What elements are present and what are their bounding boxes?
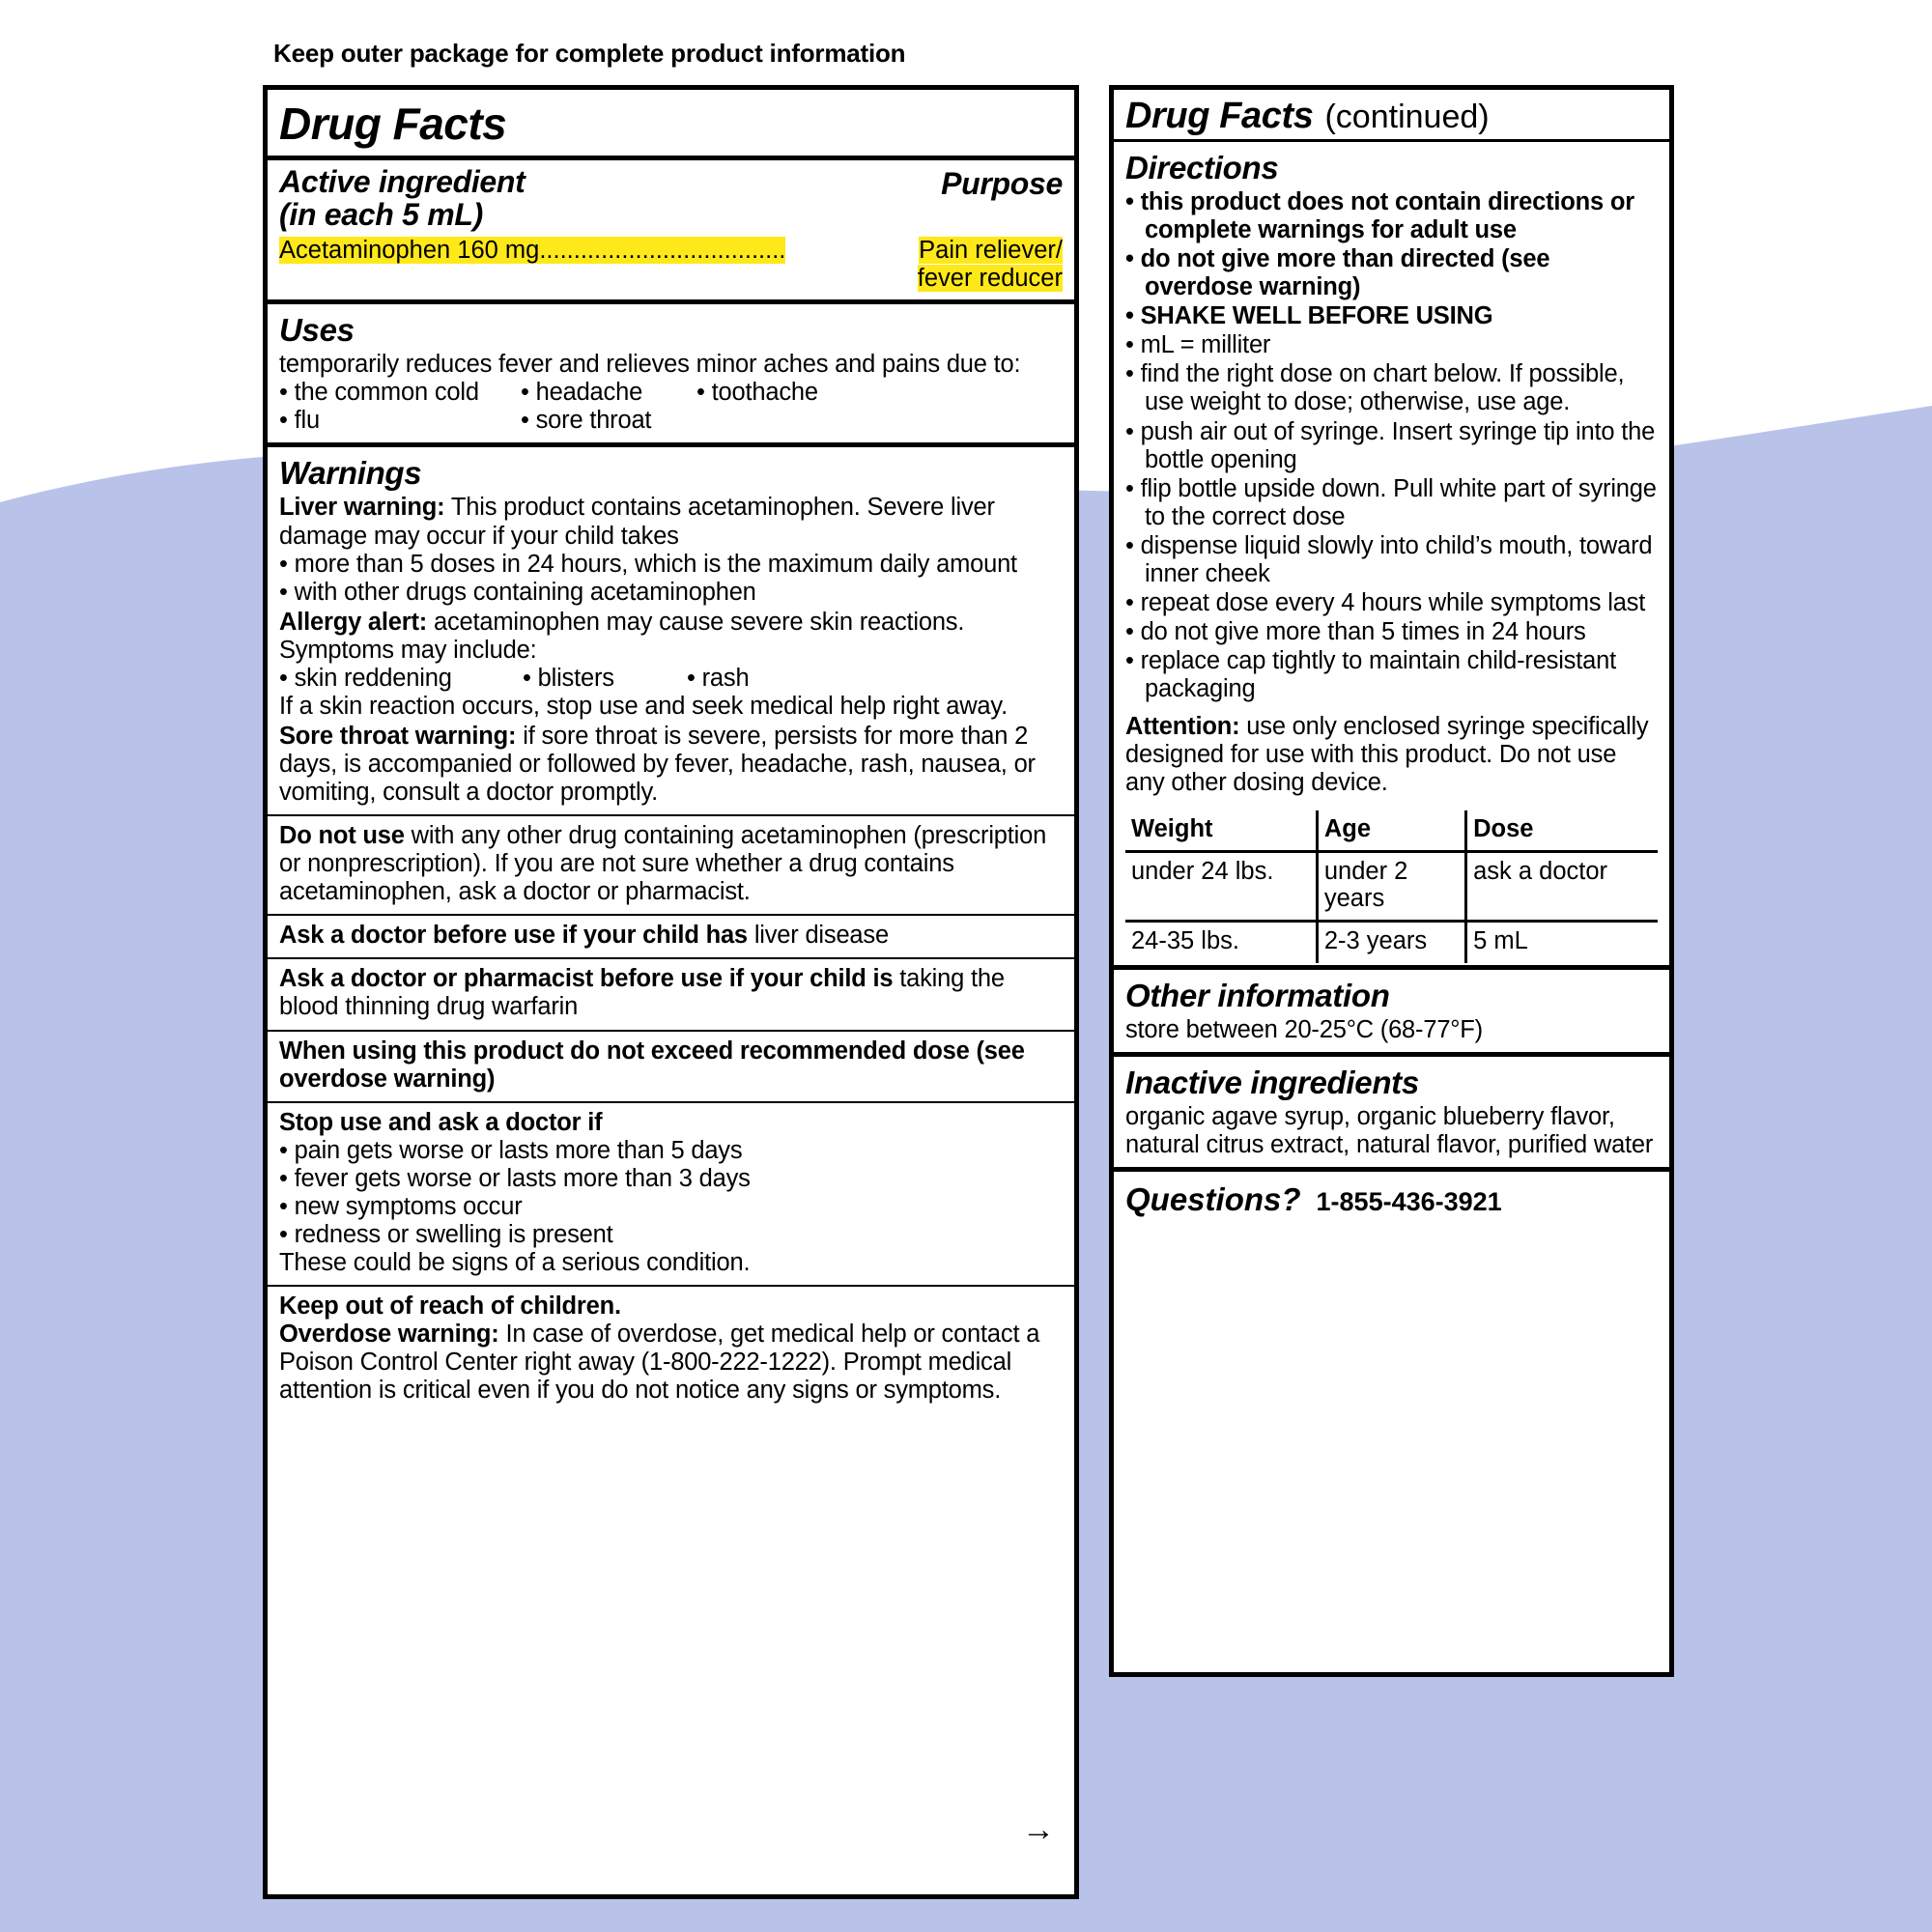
directions-item: • mL = milliter: [1125, 331, 1271, 359]
drug-facts-panel-left: [263, 85, 1079, 1899]
questions-section: [1114, 1172, 1669, 1226]
inactive-ingredients-heading: Inactive ingredients: [1125, 1064, 1419, 1100]
attention-label: Attention:: [1125, 713, 1240, 741]
stop-use-section: [268, 1103, 1074, 1287]
do-not-use-label: Do not use: [279, 822, 405, 850]
liver-warning-text: This product contains acetaminophen. Severe liver damage may occur if your child takes: [279, 494, 995, 550]
ask-pharmacist-text: taking the blood thinning drug warfarin: [279, 965, 1005, 1021]
drug-facts-continued-title-section: [1114, 90, 1669, 142]
sore-throat-label: Sore throat warning:: [279, 722, 517, 750]
directions-item: • flip bottle upside down. Pull white part of syringe to the correct dose: [1125, 474, 1657, 530]
directions-heading: Directions: [1125, 150, 1279, 185]
ask-doctor-section: [268, 916, 1074, 959]
table-row: [1125, 852, 1658, 922]
uses-item: • the common cold: [279, 379, 479, 407]
column-header-age: Age: [1317, 810, 1465, 852]
uses-item: • flu: [279, 407, 320, 435]
ask-doctor-text: liver disease: [753, 922, 889, 950]
liver-warning-label: Liver warning:: [279, 494, 445, 522]
allergy-alert: [279, 609, 1063, 721]
allergy-alert-label: Allergy alert:: [279, 608, 428, 636]
directions-item: • repeat dose every 4 hours while symptoms last: [1125, 588, 1646, 616]
column-header-weight: Weight: [1131, 815, 1213, 843]
questions-label: Questions?: [1125, 1180, 1301, 1217]
questions-phone-number[interactable]: 1-855-436-3921: [1316, 1186, 1502, 1216]
drug-facts-panel-right: [1109, 85, 1674, 1677]
sore-throat-text: if sore throat is severe, persists for more than 2 days, is accompanied or followed by fever, headache, rash, nausea, or vomiting, consult a doctor promptly.: [279, 722, 1036, 807]
liver-warning-bullet: • more than 5 doses in 24 hours, which is the maximum daily amount: [279, 550, 1017, 578]
allergy-alert-followup: If a skin reaction occurs, stop use and seek medical help right away.: [279, 692, 1008, 720]
ask-doctor-pharmacist-section: [268, 959, 1074, 1031]
uses-intro: temporarily reduces fever and relieves minor aches and pains due to:: [279, 351, 1021, 379]
directions-item: • dispense liquid slowly into child’s mouth, toward inner cheek: [1125, 531, 1653, 587]
directions-item: • replace cap tightly to maintain child-resistant packaging: [1125, 647, 1616, 703]
uses-heading: Uses: [279, 312, 355, 349]
warnings-heading: Warnings: [279, 455, 422, 492]
attention-text: use only enclosed syringe specifically designed for use with this product. Do not use any other dosing device.: [1125, 713, 1649, 797]
ask-doctor-label: Ask a doctor before use if your child has: [279, 922, 748, 950]
directions-item: • do not give more than 5 times in 24 hours: [1125, 617, 1586, 645]
column-header-dose: Dose: [1466, 810, 1658, 852]
page-title: Drug Facts: [279, 99, 507, 149]
uses-section: [268, 304, 1074, 447]
keep-out-label: Keep out of reach of children.: [279, 1293, 621, 1321]
sore-throat-warning: [279, 723, 1063, 812]
directions-item: • this product does not contain directions or complete warnings for adult use: [1125, 188, 1634, 244]
active-ingredient-section: [268, 160, 1074, 304]
stop-use-bullet: • redness or swelling is present: [279, 1220, 613, 1248]
liver-warning: [279, 494, 1063, 606]
uses-item: • headache: [521, 379, 643, 407]
purpose-line-1: Pain reliever/: [919, 237, 1063, 265]
active-ingredient-row: [279, 237, 1063, 292]
keep-out-of-reach-section: [268, 1287, 1074, 1412]
uses-bullets-row-1: [279, 379, 1063, 407]
page-title-continued-suffix: (continued): [1324, 99, 1490, 135]
when-using-text: When using this product do not exceed recommended dose (see overdose warning): [279, 1037, 1025, 1093]
stop-use-followup: These could be signs of a serious condition.: [279, 1248, 751, 1276]
table-row: [1125, 922, 1658, 963]
directions-list: [1125, 188, 1658, 703]
other-information-text: store between 20-25°C (68-77°F): [1125, 1015, 1483, 1043]
table-header-row: [1125, 810, 1658, 852]
directions-section: [1114, 142, 1669, 965]
ask-pharmacist-label: Ask a doctor or pharmacist before use if your child is: [279, 965, 894, 993]
active-ingredient-heading: Active ingredient: [279, 164, 526, 199]
stop-use-bullet: • pain gets worse or lasts more than 5 days: [279, 1136, 743, 1164]
active-ingredient-subheading: (in each 5 mL): [279, 196, 483, 232]
cell-age: 2-3 years: [1317, 922, 1465, 963]
directions-item: • push air out of syringe. Insert syringe tip into the bottle opening: [1125, 417, 1656, 473]
attention-note: [1125, 713, 1658, 797]
inactive-ingredients-section: [1114, 1057, 1669, 1172]
allergy-bullet: • skin reddening: [279, 664, 452, 692]
uses-item: • toothache: [696, 379, 818, 407]
when-using-section: [268, 1032, 1074, 1103]
cell-weight: under 24 lbs.: [1131, 858, 1274, 886]
stop-use-bullet: • fever gets worse or lasts more than 3 days: [279, 1164, 751, 1192]
overdose-warning-text: In case of overdose, get medical help or contact a Poison Control Center right away (1-800-222-1222). Prompt medical attention is critical even if you do not notice any signs or symptoms.: [279, 1321, 1040, 1405]
dosing-table: [1125, 810, 1658, 962]
keep-outer-package-note: Keep outer package for complete product information: [273, 39, 906, 68]
directions-item: • SHAKE WELL BEFORE USING: [1125, 302, 1493, 330]
allergy-bullets-row: [279, 665, 1063, 693]
directions-item: • find the right dose on chart below. If possible, use weight to dose; otherwise, use age.: [1125, 360, 1625, 416]
allergy-bullet: • blisters: [523, 664, 614, 692]
liver-warning-bullet: • with other drugs containing acetaminophen: [279, 578, 756, 606]
overdose-warning-label: Overdose warning:: [279, 1321, 499, 1349]
dot-leader: ....................................: [539, 237, 786, 265]
uses-bullets-row-2: [279, 407, 1063, 435]
drug-facts-title-section: [268, 90, 1074, 160]
uses-item: • sore throat: [521, 407, 652, 435]
allergy-bullet: • rash: [687, 664, 750, 692]
cell-dose: 5 mL: [1466, 922, 1658, 963]
inactive-ingredients-text: organic agave syrup, organic blueberry flavor, natural citrus extract, natural flavor, purified water: [1125, 1102, 1654, 1158]
cell-dose: ask a doctor: [1466, 852, 1658, 922]
page-title-continued: Drug Facts: [1125, 96, 1314, 136]
purpose-line-2: fever reducer: [917, 264, 1063, 292]
allergy-alert-text: acetaminophen may cause severe skin reactions. Symptoms may include:: [279, 608, 965, 664]
active-ingredient-name: Acetaminophen 160 mg: [279, 237, 540, 265]
do-not-use-section: [268, 814, 1074, 916]
stop-use-bullet: • new symptoms occur: [279, 1192, 523, 1220]
cell-age: under 2 years: [1317, 852, 1465, 922]
other-information-heading: Other information: [1125, 977, 1390, 1013]
do-not-use-text: with any other drug containing acetaminophen (prescription or nonprescription). If you are not sure whether a drug contains acetaminophen, ask a doctor or pharmacist.: [279, 822, 1047, 906]
other-information-section: [1114, 965, 1669, 1057]
stop-use-label: Stop use and ask a doctor if: [279, 1108, 603, 1136]
purpose-heading: Purpose: [941, 166, 1063, 201]
cell-weight: 24-35 lbs.: [1131, 927, 1239, 955]
continued-arrow-icon: →: [1022, 1811, 1055, 1848]
warnings-section: [268, 447, 1074, 814]
directions-item: • do not give more than directed (see overdose warning): [1125, 245, 1550, 301]
